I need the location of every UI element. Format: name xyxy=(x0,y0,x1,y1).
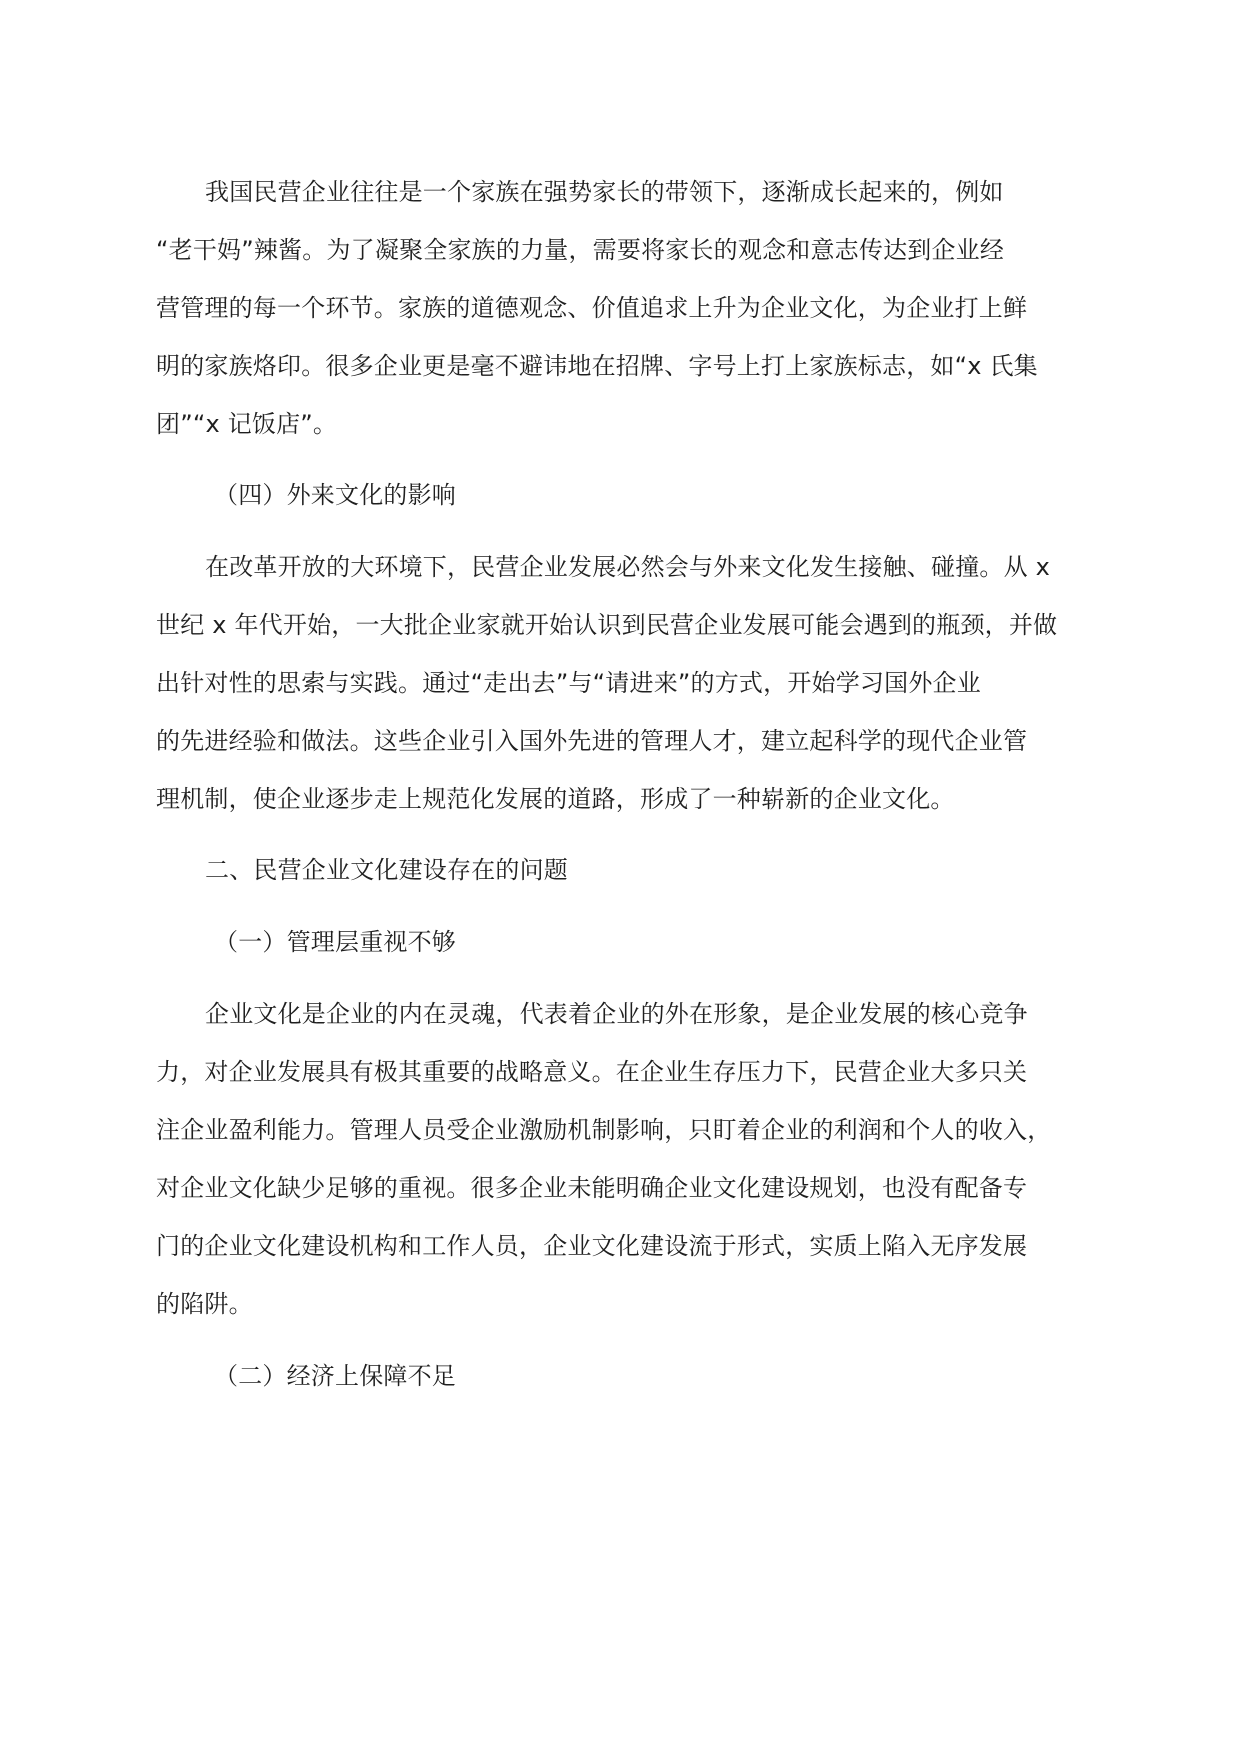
text-line-3: 营管理的每一个环节。家族的道德观念、价值追求上升为企业文化，为企业打上鲜 xyxy=(156,294,1028,322)
text-line-16: 注企业盈利能力。管理人员受企业激励机制影响，只盯着企业的利润和个人的收入， xyxy=(156,1116,1052,1144)
text-line-2: “老干妈”辣酱。为了凝聚全家族的力量，需要将家长的观念和意志传达到企业经 xyxy=(156,236,1005,264)
text-line-10: 的先进经验和做法。这些企业引入国外先进的管理人才，建立起科学的现代企业管 xyxy=(156,727,1028,755)
text-line-1: 我国民营企业往往是一个家族在强势家长的带领下，逐渐成长起来的，例如 xyxy=(205,178,1004,206)
text-line-5: 团”“x 记饭店”。 xyxy=(156,410,338,438)
text-line-18: 门的企业文化建设机构和工作人员，企业文化建设流于形式，实质上陷入无序发展 xyxy=(156,1232,1028,1260)
section-heading-1: （一）管理层重视不够 xyxy=(214,928,456,956)
section-heading-2: （二）经济上保障不足 xyxy=(214,1362,456,1390)
text-line-4: 明的家族烙印。很多企业更是毫不避讳地在招牌、字号上打上家族标志，如“x 氏集 xyxy=(156,352,1038,380)
text-line-7: 在改革开放的大环境下，民营企业发展必然会与外来文化发生接触、碰撞。从 x xyxy=(205,553,1051,581)
text-line-14: 企业文化是企业的内在灵魂，代表着企业的外在形象，是企业发展的核心竞争 xyxy=(205,1000,1028,1028)
text-line-17: 对企业文化缺少足够的重视。很多企业未能明确企业文化建设规划，也没有配备专 xyxy=(156,1174,1028,1202)
text-line-8: 世纪 x 年代开始，一大批企业家就开始认识到民营企业发展可能会遇到的瓶颈，并做 xyxy=(156,611,1058,639)
text-line-19: 的陷阱。 xyxy=(156,1290,253,1318)
text-line-9: 出针对性的思索与实践。通过“走出去”与“请进来”的方式，开始学习国外企业 xyxy=(156,669,981,697)
section-heading-4: （四）外来文化的影响 xyxy=(214,481,456,509)
chapter-heading-2: 二、民营企业文化建设存在的问题 xyxy=(205,856,568,884)
text-line-11: 理机制，使企业逐步走上规范化发展的道路，形成了一种崭新的企业文化。 xyxy=(156,785,955,813)
text-line-15: 力，对企业发展具有极其重要的战略意义。在企业生存压力下，民营企业大多只关 xyxy=(156,1058,1028,1086)
